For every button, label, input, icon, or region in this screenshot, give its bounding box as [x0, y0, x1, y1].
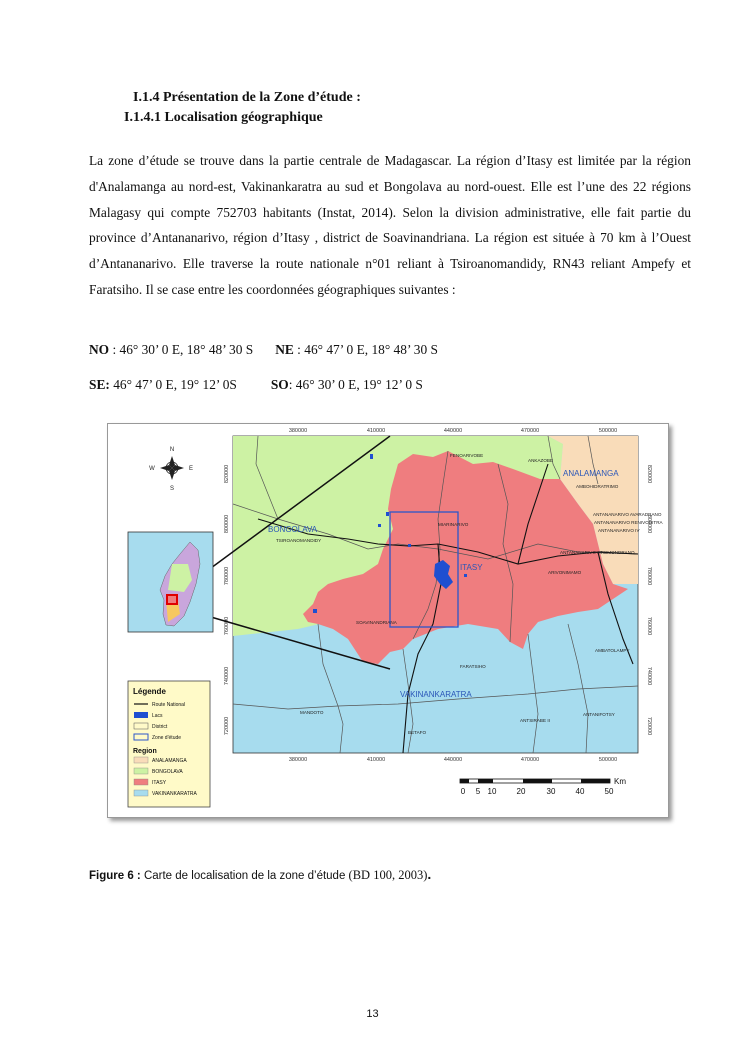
district-label: AMBATOLAMPY — [595, 648, 630, 653]
figure-source: (BD 100, 2003) — [348, 868, 428, 882]
subsection-heading: I.1.4.1 Localisation géographique — [124, 110, 323, 125]
legend-item: Route National — [152, 702, 186, 708]
compass-rose-icon — [149, 447, 193, 492]
y-tick-left: 760000 — [224, 616, 230, 636]
legend-region: BONGOLAVA — [152, 769, 183, 775]
district-label: FARATSIHO — [460, 664, 486, 669]
district-label: ANTANANARIVO AVARADRANO — [593, 512, 662, 517]
ne-value: : 46° 47’ 0 E, 18° 48’ 30 S — [293, 342, 438, 357]
se-value: 46° 47’ 0 E, 19° 12’ 0S — [109, 377, 237, 392]
district-label: ANTSIRABE II — [520, 718, 550, 723]
ne-label: NE — [275, 342, 294, 357]
scale-tick: 20 — [516, 787, 526, 796]
district-label: ANTANANARIVO-ATSIMONDRANO — [560, 550, 635, 555]
no-value: : 46° 30’ 0 E, 18° 48’ 30 S — [109, 342, 254, 357]
y-tick-right: 820000 — [646, 464, 652, 484]
location-map-figure — [107, 423, 669, 818]
scale-tick: 0 — [460, 787, 466, 796]
district-label: ANTANANARIVO IV — [598, 528, 640, 533]
compass-w: W — [149, 466, 155, 472]
location-map — [108, 424, 668, 817]
y-tick-left: 800000 — [224, 514, 230, 534]
region-label-itasy: ITASY — [460, 563, 483, 572]
coordinates-south — [89, 377, 423, 393]
figure-text: Carte de localisation de la zone d’étude — [140, 870, 349, 882]
district-label: ANTANANARIVO RENIVOHITRA — [594, 520, 663, 525]
district-label: MANDOTO — [300, 710, 324, 715]
district-label: AMBOHIDRATRIMO — [576, 484, 619, 489]
coordinates-north — [89, 342, 438, 358]
y-tick-left: 720000 — [224, 716, 230, 736]
compass-n: N — [169, 447, 175, 453]
section-heading: I.1.4 Présentation de la Zone d’étude : — [133, 90, 361, 105]
scale-unit: Km — [614, 777, 626, 786]
scale-tick: 5 — [475, 787, 481, 796]
scale-tick: 30 — [546, 787, 556, 796]
region-label-analamanga: ANALAMANGA — [563, 469, 619, 478]
legend-item: Lacs — [152, 713, 163, 719]
y-tick-left: 780000 — [224, 566, 230, 586]
legend-item: Zone d'étude — [152, 735, 182, 741]
legend-region: VAKINANKARATRA — [152, 791, 197, 797]
district-label: ANTANIFOTSY — [583, 712, 615, 717]
so-value: : 46° 30’ 0 E, 19° 12’ 0 S — [288, 377, 423, 392]
legend-title: Légende — [133, 687, 166, 696]
legend-region: ANALAMANGA — [152, 758, 187, 764]
map-legend — [128, 681, 210, 807]
district-label: FENOARIVOBE — [450, 453, 484, 458]
y-tick-right: 720000 — [646, 716, 652, 736]
compass-s: S — [169, 486, 175, 492]
body-paragraph: La zone d’étude se trouve dans la partie centrale de Madagascar. La région d’Itasy est limitée par la région d'Analamanga au nord-est, Vakinankaratra au sud et Bongolava au nord-ouest. Elle est l’une des 22 régions Malagasy qui compte 752703 habitants (Instat, 2014). Selon la division administrative, elle fait partie du province d’Antananarivo, région d’Itasy , district de Soavinandriana. La région est située à 70 km à l’Ouest d’Antananarivo. Elle traverse la route nationale n°01 reliant à Tsiroanomandidy, RN43 reliant Ampefy et Faratsiho. Il se case entre les coordonnées géographiques suivantes : — [89, 153, 691, 297]
district-label: ANKAZOBE — [528, 458, 554, 463]
x-tick-top: 470000 — [520, 428, 540, 434]
district-label: ARIVONIMAMO — [548, 570, 582, 575]
x-tick-top: 380000 — [288, 428, 308, 434]
figure-label: Figure 6 : — [89, 870, 141, 882]
figure-end: . — [427, 866, 432, 882]
no-label: NO — [89, 342, 110, 357]
district-label: BETAFO — [408, 730, 427, 735]
so-label: SO — [270, 377, 289, 392]
x-tick-bottom: 440000 — [443, 757, 463, 763]
y-tick-left: 820000 — [224, 464, 230, 484]
page-number: 13 — [366, 1008, 379, 1020]
district-label: TSIROANOMANDIDY — [276, 538, 322, 543]
legend-region-title: Region — [133, 748, 157, 755]
figure-caption — [89, 866, 431, 883]
scale-tick: 10 — [487, 787, 497, 796]
legend-region: ITASY — [152, 780, 167, 786]
x-tick-bottom: 410000 — [366, 757, 386, 763]
district-label: SOAVINANDRIANA — [356, 620, 397, 625]
scale-tick: 40 — [575, 787, 585, 796]
se-label: SE: — [89, 377, 110, 392]
x-tick-bottom: 500000 — [598, 757, 618, 763]
district-label: MIARINARIVO — [438, 522, 469, 527]
x-tick-top: 500000 — [598, 428, 618, 434]
x-tick-top: 410000 — [366, 428, 386, 434]
x-tick-bottom: 470000 — [520, 757, 540, 763]
scale-tick: 50 — [604, 787, 614, 796]
region-label-vakinankaratra: VAKINANKARATRA — [400, 690, 472, 699]
legend-item: District — [152, 724, 168, 730]
y-tick-right: 780000 — [646, 566, 652, 586]
y-tick-right: 740000 — [646, 666, 652, 686]
y-tick-right: 760000 — [646, 616, 652, 636]
region-label-bongolava: BONGOLAVA — [268, 525, 318, 534]
compass-e: E — [188, 466, 194, 472]
scale-bar — [460, 777, 626, 796]
y-tick-right: 800000 — [646, 514, 652, 534]
y-tick-left: 740000 — [224, 666, 230, 686]
x-tick-top: 440000 — [443, 428, 463, 434]
inset-study-marker — [167, 595, 177, 604]
x-tick-bottom: 380000 — [288, 757, 308, 763]
